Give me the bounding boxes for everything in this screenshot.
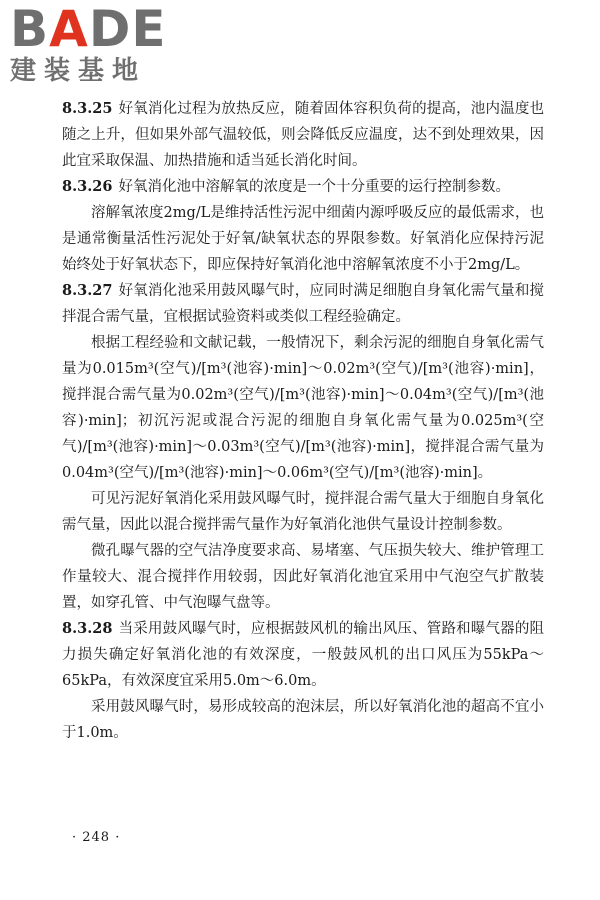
explanation-paragraph: 可见污泥好氧消化采用鼓风曝气时，搅拌混合需气量大于细胞自身氧化需气量，因此以混合搅拌需气量作为好氧消化池供气量设计控制参数。 [62,491,544,533]
clause-text: 好氧消化池中溶解氧的浓度是一个十分重要的运行控制参数。 [118,179,510,195]
clause-8-3-27 [62,278,544,330]
clause-8-3-26 [62,174,544,200]
clause-text: 好氧消化过程为放热反应，随着固体容积负荷的提高，池内温度也随之上升，但如果外部气温较低，则会降低反应温度，达不到处理效果，因此宜采取保温、加热措施和适当延长消化时间。 [62,101,544,169]
document-body [62,96,544,746]
explanation-paragraph: 采用鼓风曝气时，易形成较高的泡沫层，所以好氧消化池的超高不宜小于1.0m。 [62,699,544,741]
explanation-paragraph: 溶解氧浓度2mg/L是维持活性污泥中细菌内源呼吸反应的最低需求，也是通常衡量活性污泥处于好氧/缺氧状态的界限参数。好氧消化应保持污泥始终处于好氧状态下，即应保持好氧消化池中溶解氧浓度不小于2mg/L。 [62,205,544,273]
clause-number: 8.3.27 [62,282,113,299]
bade-logo [10,0,180,86]
clause-text: 好氧消化池采用鼓风曝气时，应同时满足细胞自身氧化需气量和搅拌混合需气量，宜根据试验资料或类似工程经验确定。 [62,283,544,325]
clause-number: 8.3.26 [62,178,113,195]
clause-number: 8.3.28 [62,620,113,637]
page-number: · 248 · [72,830,121,845]
clause-number: 8.3.25 [62,100,113,117]
logo-subtitle: 建装基地 [10,56,147,86]
explanation-paragraph: 根据工程经验和文献记载，一般情况下，剩余污泥的细胞自身氧化需气量为0.015m³(空气)/[m³(池容)·min]～0.02m³(空气)/[m³(池容)·min]，搅拌混合需气量为0.02m³(空气)/[m³(池容)·min]～0.04m³(空气)/[m³(池容)·min]；初沉污泥或混合污泥的细胞自身氧化需气量为0.025m³(空气)/[m³(池容)·min]～0.03m³(空气)/[m³(池容)·min]，搅拌混合需气量为0.04m³(空气)/[m³(池容)·min]～0.06m³(空气)/[m³(池容)·min]。 [62,335,544,481]
clause-8-3-25 [62,96,544,174]
clause-8-3-28 [62,616,544,694]
logo-wordmark: BADE [10,0,167,58]
clause-text: 当采用鼓风曝气时，应根据鼓风机的输出风压、管路和曝气器的阻力损失确定好氧消化池的有效深度，一般鼓风机的出口风压为55kPa～65kPa，有效深度宜采用5.0m～6.0m。 [62,621,544,689]
explanation-paragraph: 微孔曝气器的空气洁净度要求高、易堵塞、气压损失较大、维护管理工作量较大、混合搅拌作用较弱，因此好氧消化池宜采用中气泡空气扩散装置，如穿孔管、中气泡曝气盘等。 [62,543,544,611]
